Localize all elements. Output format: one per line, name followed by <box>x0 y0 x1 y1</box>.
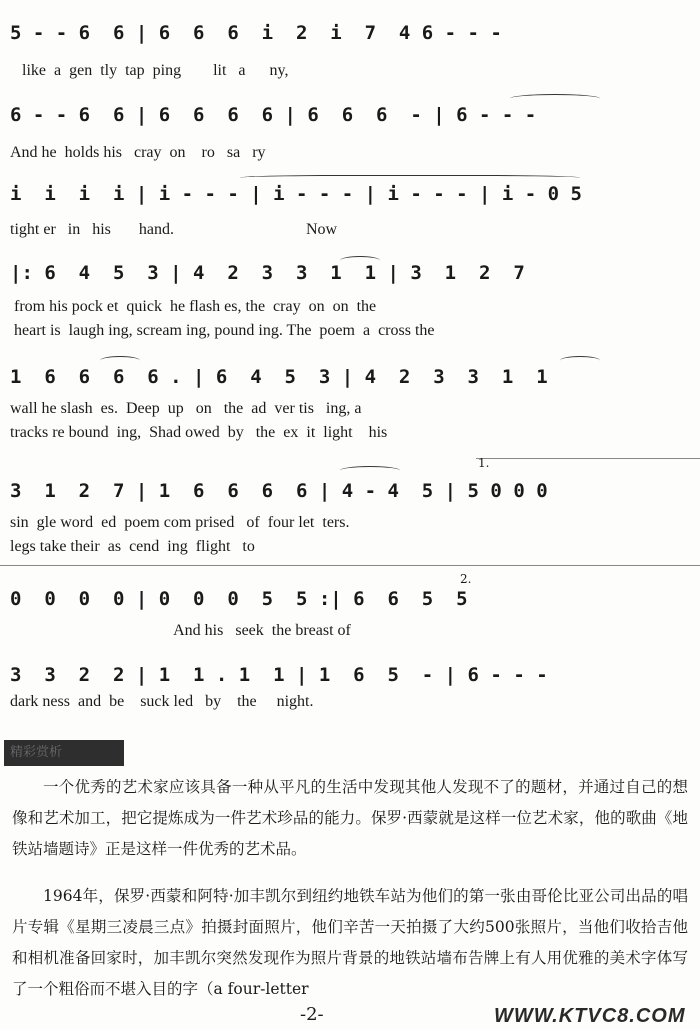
lyric-line: And he holds his cray on ro sa ry <box>10 144 266 161</box>
slur-mark <box>340 466 400 475</box>
notation-line: |: 6 4 5 3 | 4 2 3 3 1 1 | 3 1 2 7 <box>10 262 525 284</box>
notation-line: 3 1 2 7 | 1 6 6 6 6 | 4 - 4 5 | 5 0 0 0 <box>10 480 548 502</box>
slur-mark <box>100 356 140 365</box>
notation-line: 0 0 0 0 | 0 0 0 5 5 :| 6 6 5 5 <box>10 588 468 610</box>
paragraph: 1964年，保罗·西蒙和阿特·加丰凯尔到纽约地铁车站为他们的第一张由哥伦比亚公司出品的唱片专辑《星期三凌晨三点》拍摄封面照片，他们辛苦一天拍摄了大约500张照片，当他们收拾吉他和相机准备回家时，加丰凯尔突然发现作为照片背景的地铁站墙布告牌上有人用优雅的美术字体写了一个粗俗而不堪入目的字（a four-letter <box>12 887 688 998</box>
section-tag-label: 精彩赏析 <box>10 745 63 760</box>
lyric-line: wall he slash es. Deep up on the ad ver tis ing, a <box>10 400 362 417</box>
notation-line: i i i i | i - - - | i - - - | i - - - | i - 0 5 <box>10 183 582 205</box>
slur-mark <box>560 356 600 365</box>
page-number: -2- <box>300 1004 324 1025</box>
lyric-line: from his pock et quick he flash es, the cray on on the <box>10 298 377 315</box>
lyric-line: tracks re bound ing, Shad owed by the ex it light his <box>10 424 388 441</box>
volta-label: 1. <box>478 456 490 470</box>
lyric-line: dark ness and be suck led by the night. <box>10 693 314 710</box>
notation-line: 1 6 6 6 6 . | 6 4 5 3 | 4 2 3 3 1 1 <box>10 366 548 388</box>
lyric-line: legs take their as cend ing flight to <box>10 538 255 555</box>
lyric-line: sin gle word ed poem com prised of four let ters. <box>10 514 350 531</box>
slur-mark <box>510 94 600 103</box>
system-divider <box>0 565 700 566</box>
section-tag <box>4 740 124 766</box>
notation-line: 3 3 2 2 | 1 1 . 1 1 | 1 6 5 - | 6 - - - <box>10 664 548 686</box>
notation-line: 6 - - 6 6 | 6 6 6 6 | 6 6 6 - | 6 - - - <box>10 104 537 126</box>
lyric-line: tight er in his hand. Now <box>10 221 338 238</box>
paragraph: 一个优秀的艺术家应该具备一种从平凡的生活中发现其他人发现不了的题材，并通过自己的想像和艺术加工，把它提炼成为一件艺术珍品的能力。保罗·西蒙就是这样一位艺术家，他的歌曲《地铁站墙题诗》正是这样一件优秀的艺术品。 <box>12 778 688 858</box>
lyric-line: And his seek the breast of <box>10 622 351 639</box>
notation-line: 5 - - 6 6 | 6 6 6 i 2 i 7 4 6 - - - <box>10 22 502 44</box>
lyric-line: heart is laugh ing, scream ing, pound ing. The poem a cross the <box>10 322 435 339</box>
volta-label: 2. <box>460 572 472 586</box>
watermark: WWW.KTVC8.COM <box>494 1005 686 1027</box>
volta-bracket <box>476 458 700 459</box>
lyric-line: like a gen tly tap ping lit a ny, <box>10 62 289 79</box>
